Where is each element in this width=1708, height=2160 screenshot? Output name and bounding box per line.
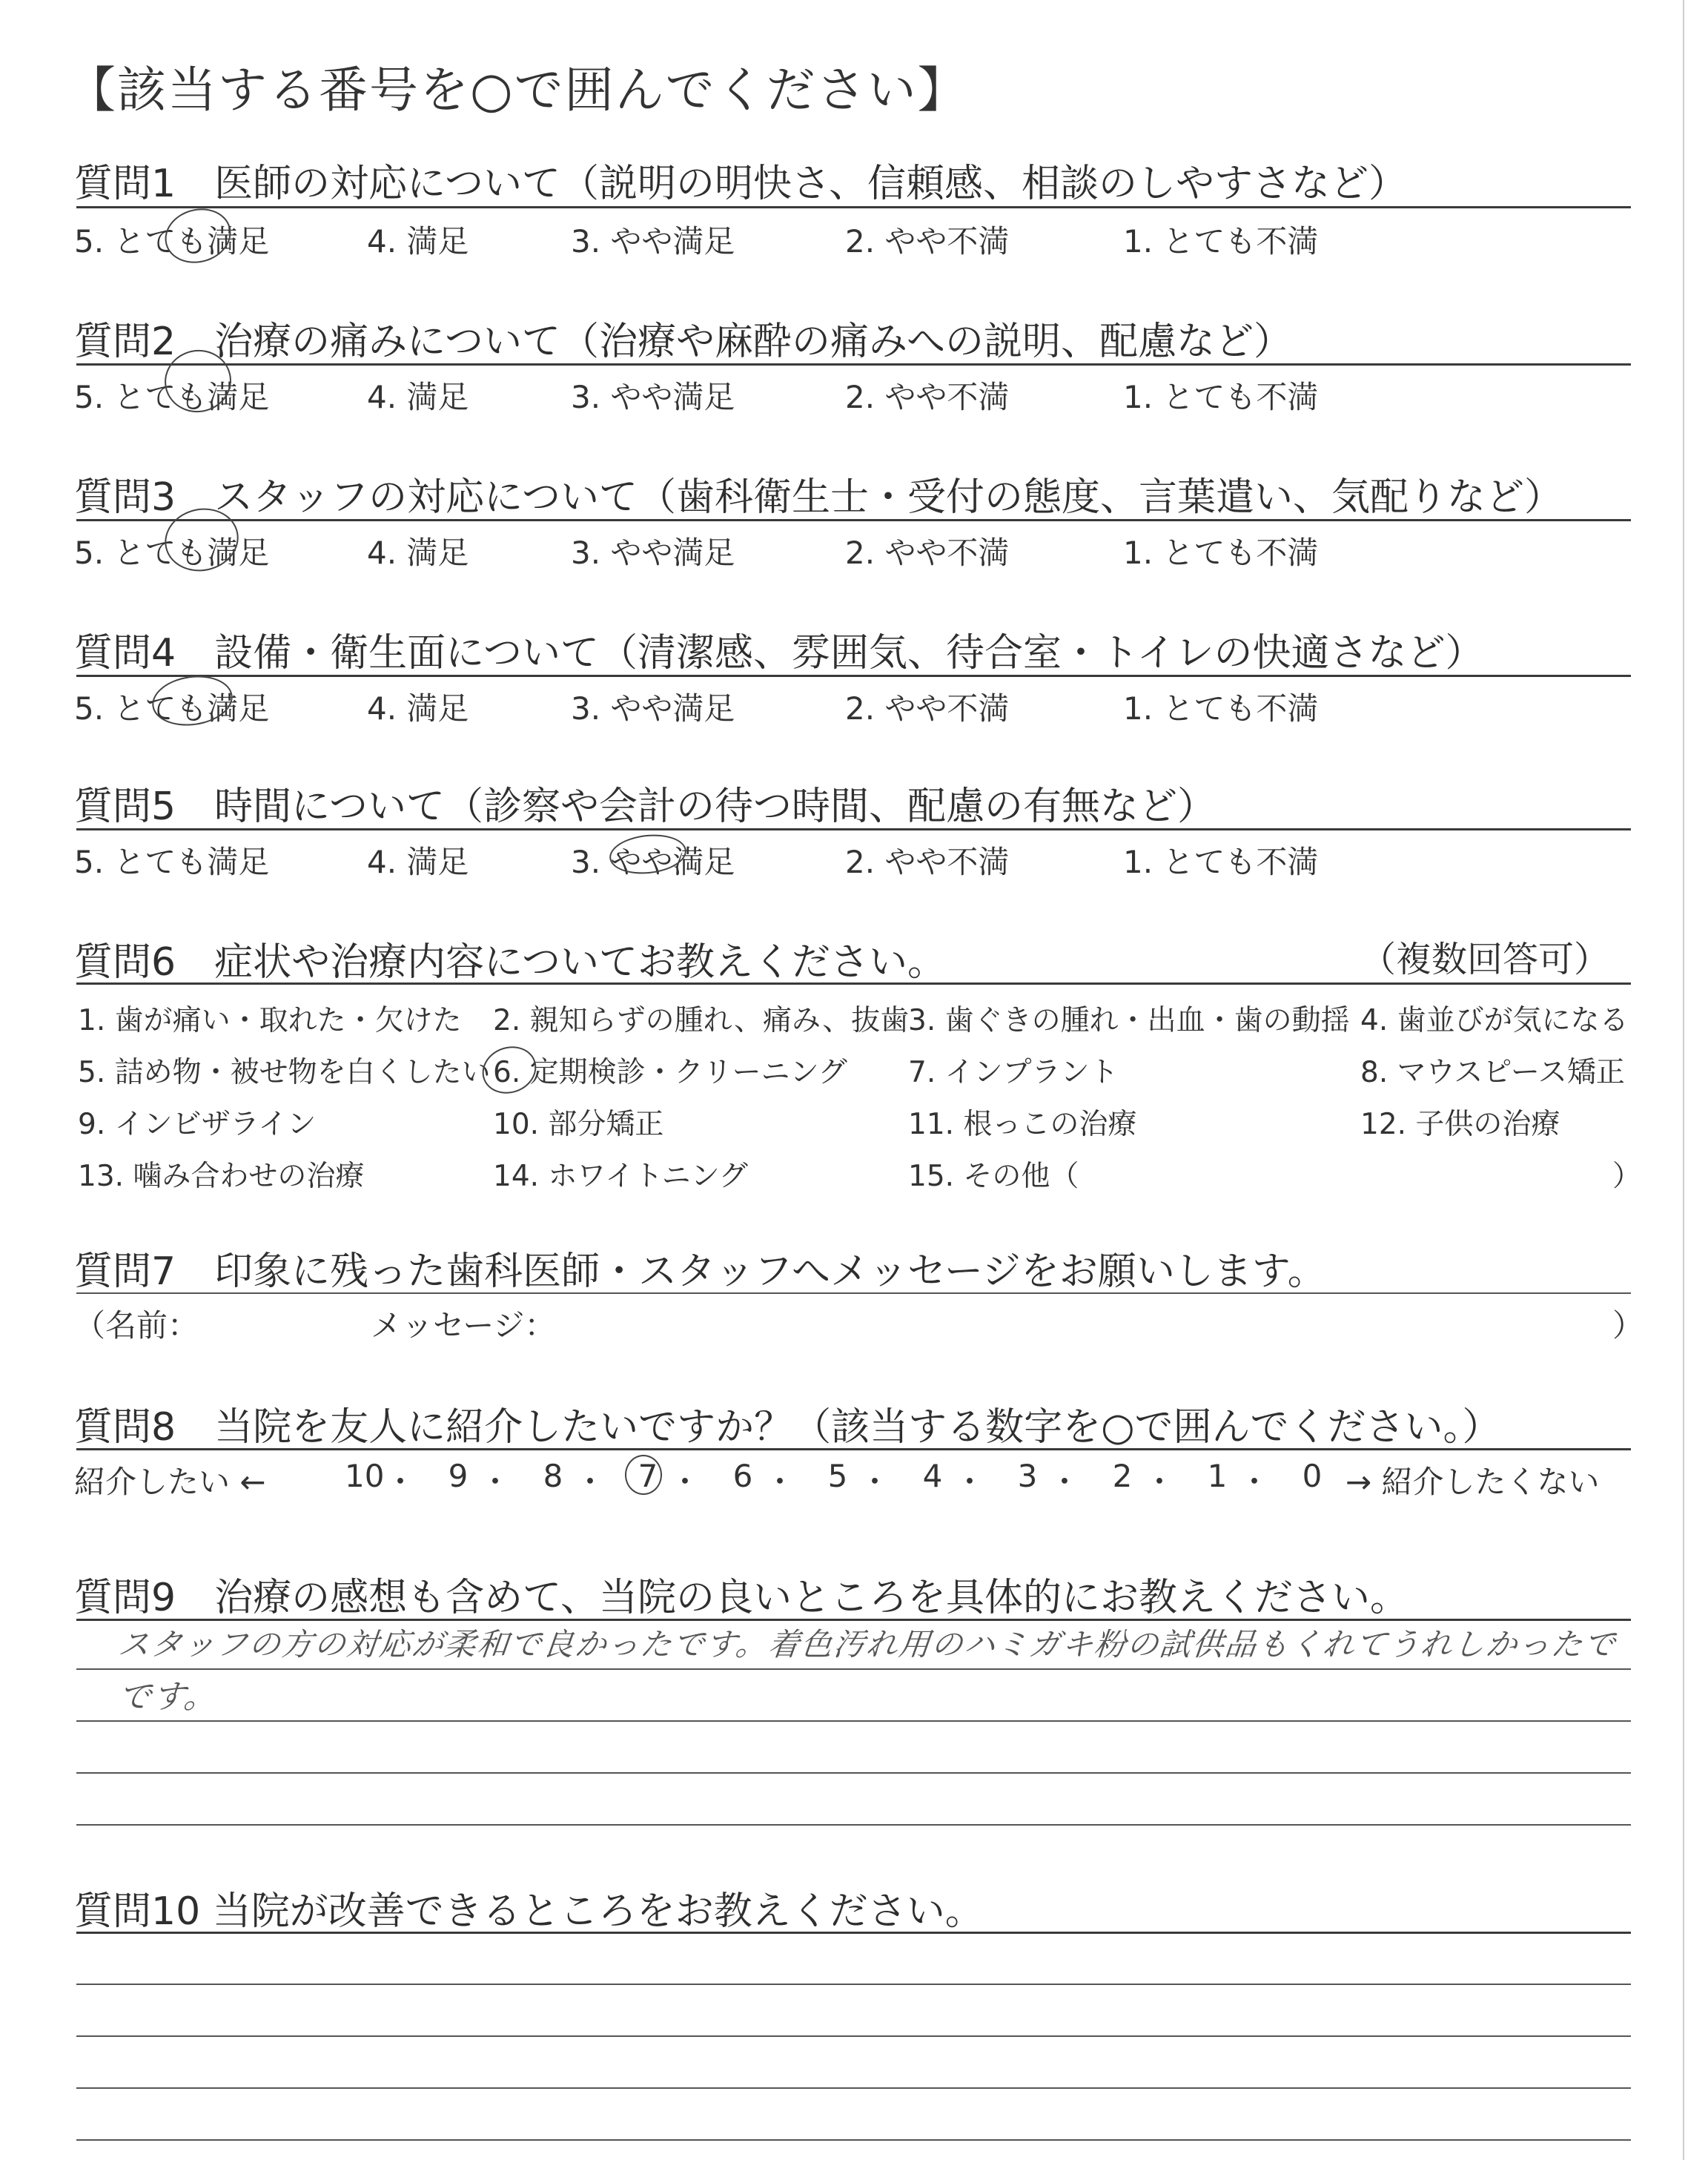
q2-option-5[interactable]: 5. とても満足 (74, 379, 270, 415)
q8-scale-separator: ・ (764, 1464, 796, 1500)
q4-option-5[interactable]: 5. とても満足 (74, 690, 270, 727)
q4-option-3[interactable]: 3. やや満足 (571, 690, 735, 727)
q6-option-13[interactable]: 13. 噛み合わせの治療 (78, 1160, 365, 1193)
q3-option-5[interactable]: 5. とても満足 (74, 535, 270, 571)
q8-scale-number-7[interactable]: 7 (638, 1458, 658, 1494)
q8-scale-number-2[interactable]: 2 (1112, 1458, 1133, 1494)
q3-rule (76, 519, 1631, 521)
q8-scale-separator: ・ (480, 1464, 512, 1500)
q7-rule (76, 1292, 1631, 1294)
q8-scale-separator: ・ (954, 1464, 986, 1500)
q9-handwritten-answer-line2: です。 (116, 1678, 220, 1716)
q6-option-15[interactable]: 15. その他（ (908, 1160, 1079, 1193)
q10-rule-4 (76, 2087, 1631, 2089)
q8-scale-separator: ・ (1239, 1464, 1271, 1500)
q1-option-1[interactable]: 1. とても不満 (1123, 223, 1319, 260)
q4-title: 質問4 設備・衛生面について（清潔感、雰囲気、待合室・トイレの快適さなど） (74, 631, 1484, 676)
q5-option-5[interactable]: 5. とても満足 (74, 844, 270, 880)
q8-left-label: 紹介したい ← (74, 1464, 266, 1500)
q4-rule (76, 675, 1631, 677)
q10-rule-1 (76, 1932, 1631, 1934)
q8-rule (76, 1448, 1631, 1450)
q6-rule (76, 982, 1631, 985)
q6-option-10[interactable]: 10. 部分矯正 (493, 1108, 664, 1141)
q7-message-label: メッセージ： (371, 1307, 556, 1344)
q3-option-2[interactable]: 2. やや不満 (845, 535, 1010, 571)
q9-handwritten-answer-line1: スタッフの方の対応が柔和で良かったです。着色汚れ用のハミガキ粉の試供品もくれてうれしかったで (116, 1626, 1618, 1662)
q2-option-3[interactable]: 3. やや満足 (571, 379, 735, 415)
q8-scale-number-5[interactable]: 5 (827, 1458, 848, 1494)
q4-option-1[interactable]: 1. とても不満 (1123, 690, 1319, 727)
q4-option-4[interactable]: 4. 満足 (367, 690, 469, 727)
q5-option-3[interactable]: 3. やや満足 (571, 844, 735, 880)
q7-title: 質問7 印象に残った歯科医師・スタッフへメッセージをお願いします。 (74, 1249, 1326, 1294)
q3-title: 質問3 スタッフの対応について（歯科衛生士・受付の態度、言葉遣い、気配りなど） (74, 475, 1563, 520)
q5-rule (76, 828, 1631, 830)
q8-scale-number-3[interactable]: 3 (1017, 1458, 1038, 1494)
q5-option-4[interactable]: 4. 満足 (367, 844, 469, 880)
q7-name-label: （名前： (74, 1307, 199, 1344)
q2-title: 質問2 治療の痛みについて（治療や麻酔の痛みへの説明、配慮など） (74, 320, 1293, 364)
q8-scale-number-4[interactable]: 4 (922, 1458, 943, 1494)
q2-rule (76, 363, 1631, 366)
q10-title: 質問10 当院が改善できるところをお教えください。 (74, 1889, 984, 1934)
q8-right-label: → 紹介したくない (1345, 1464, 1600, 1500)
q8-title: 質問8 当院を友人に紹介したいですか？（該当する数字を○で囲んでください。） (74, 1405, 1501, 1450)
q5-option-2[interactable]: 2. やや不満 (845, 844, 1010, 880)
q6-option-8[interactable]: 8. マウスピース矯正 (1360, 1056, 1625, 1089)
q6-option-1[interactable]: 1. 歯が痛い・取れた・欠けた (78, 1004, 462, 1037)
q10-rule-2 (76, 1984, 1631, 1985)
q8-scale-number-10[interactable]: 10 (345, 1458, 385, 1494)
q8-scale-number-9[interactable]: 9 (448, 1458, 469, 1494)
q9-title: 質問9 治療の感想も含めて、当院の良いところを具体的にお教えください。 (74, 1576, 1409, 1620)
q8-scale-separator: ・ (1144, 1464, 1176, 1500)
q8-scale-number-0[interactable]: 0 (1302, 1458, 1323, 1494)
q7-close-paren: ） (1612, 1307, 1644, 1344)
page-edge-shadow (1683, 0, 1684, 2160)
q4-option-2[interactable]: 2. やや不満 (845, 690, 1010, 727)
q9-rule-3 (76, 1720, 1631, 1722)
q6-option-9[interactable]: 9. インビザライン (78, 1108, 317, 1141)
q6-option-7[interactable]: 7. インプラント (908, 1056, 1119, 1089)
q8-scale-separator: ・ (575, 1464, 606, 1500)
q5-title: 質問5 時間について（診察や会計の待つ時間、配慮の有無など） (74, 785, 1217, 829)
q1-title: 質問1 医師の対応について（説明の明快さ、信頼感、相談のしやすさなど） (74, 162, 1407, 206)
q10-rule-5 (76, 2139, 1631, 2141)
q6-option-15-close-paren: ） (1612, 1160, 1642, 1193)
q6-option-11[interactable]: 11. 根っこの治療 (908, 1108, 1137, 1141)
q2-option-4[interactable]: 4. 満足 (367, 379, 469, 415)
q3-option-3[interactable]: 3. やや満足 (571, 535, 735, 571)
q6-title: 質問6 症状や治療内容についてお教えください。 (74, 940, 947, 985)
q6-selection-circle (476, 1039, 543, 1101)
q2-option-1[interactable]: 1. とても不満 (1123, 379, 1319, 415)
q8-selection-circle (625, 1455, 662, 1495)
q8-scale-separator: ・ (669, 1464, 701, 1500)
q8-scale-separator: ・ (859, 1464, 891, 1500)
q3-option-4[interactable]: 4. 満足 (367, 535, 469, 571)
q6-option-14[interactable]: 14. ホワイトニング (493, 1160, 748, 1193)
q6-option-6[interactable]: 6. 定期検診・クリーニング (493, 1056, 847, 1089)
q2-option-2[interactable]: 2. やや不満 (845, 379, 1010, 415)
q1-option-2[interactable]: 2. やや不満 (845, 223, 1010, 260)
q6-option-3[interactable]: 3. 歯ぐきの腫れ・出血・歯の動揺 (908, 1004, 1350, 1037)
q1-option-3[interactable]: 3. やや満足 (571, 223, 735, 260)
q9-rule-2 (76, 1668, 1631, 1670)
q3-option-1[interactable]: 1. とても不満 (1123, 535, 1319, 571)
instruction-header: 【該当する番号を○で囲んでください】 (67, 62, 968, 119)
q8-scale-number-8[interactable]: 8 (543, 1458, 563, 1494)
q1-rule (76, 206, 1631, 208)
q10-rule-3 (76, 2035, 1631, 2037)
q6-option-2[interactable]: 2. 親知らずの腫れ、痛み、抜歯 (493, 1004, 910, 1037)
q6-option-12[interactable]: 12. 子供の治療 (1360, 1108, 1560, 1141)
q5-option-1[interactable]: 1. とても不満 (1123, 844, 1319, 880)
q6-option-5[interactable]: 5. 詰め物・被せ物を白くしたい (78, 1056, 491, 1089)
q1-option-5[interactable]: 5. とても満足 (74, 223, 270, 260)
q8-scale-number-1[interactable]: 1 (1207, 1458, 1228, 1494)
q6-option-4[interactable]: 4. 歯並びが気になる (1360, 1004, 1629, 1037)
q8-scale-separator: ・ (1049, 1464, 1081, 1500)
q9-rule-5 (76, 1824, 1631, 1826)
q8-scale-separator: ・ (385, 1464, 417, 1500)
q8-scale-number-6[interactable]: 6 (732, 1458, 753, 1494)
q6-multiple-answer-note: （複数回答可） (1360, 939, 1610, 980)
q1-option-4[interactable]: 4. 満足 (367, 223, 469, 260)
q9-rule-4 (76, 1772, 1631, 1774)
